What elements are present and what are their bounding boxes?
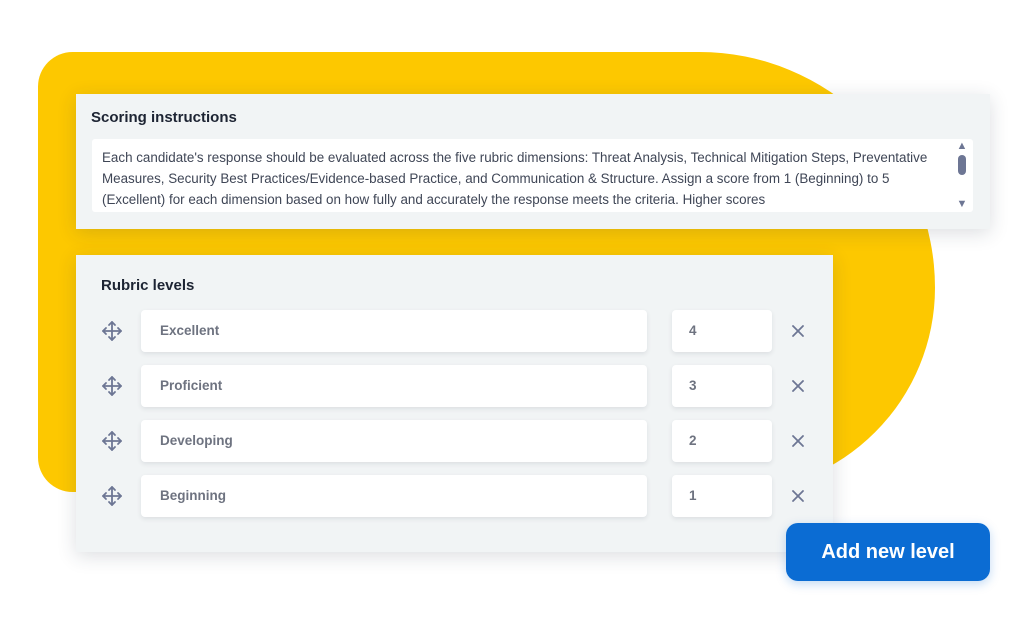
level-score-input[interactable]: 2 — [672, 420, 772, 462]
level-score-input[interactable]: 1 — [672, 475, 772, 517]
close-icon[interactable] — [790, 433, 806, 449]
rubric-levels-card — [76, 255, 833, 552]
rubric-level-row — [76, 475, 833, 517]
move-arrows-icon[interactable] — [101, 320, 123, 342]
scroll-down-icon[interactable]: ▼ — [956, 198, 968, 210]
move-arrows-icon[interactable] — [101, 430, 123, 452]
scrollbar-thumb[interactable] — [958, 155, 966, 175]
level-name-input[interactable]: Beginning — [141, 475, 647, 517]
close-icon[interactable] — [790, 378, 806, 394]
scoring-instructions-text: Each candidate's response should be evaluated across the five rubric dimensions: Threat Analysis, Technical Mitigation Steps, Preventative Measures, Security Best Practices/Evidence-based Practice, and Communication & Structure. Assign a score from 1 (Beginning) to 5 (Excellent) for each dimension based on how fully and accurately the response meets the criteria. Higher scores — [102, 150, 928, 207]
rubric-levels-title: Rubric levels — [101, 277, 195, 294]
scoring-instructions-title: Scoring instructions — [91, 109, 237, 126]
move-arrows-icon[interactable] — [101, 485, 123, 507]
scoring-instructions-textarea[interactable] — [92, 139, 973, 212]
level-name-input[interactable]: Proficient — [141, 365, 647, 407]
level-score-input[interactable]: 4 — [672, 310, 772, 352]
rubric-level-row — [76, 310, 833, 352]
move-arrows-icon[interactable] — [101, 375, 123, 397]
add-new-level-button[interactable]: Add new level — [786, 523, 990, 581]
scoring-instructions-card — [76, 94, 990, 229]
level-name-input[interactable]: Developing — [141, 420, 647, 462]
level-name-input[interactable]: Excellent — [141, 310, 647, 352]
rubric-level-row — [76, 420, 833, 462]
textarea-scrollbar[interactable] — [955, 141, 969, 209]
close-icon[interactable] — [790, 323, 806, 339]
close-icon[interactable] — [790, 488, 806, 504]
level-score-input[interactable]: 3 — [672, 365, 772, 407]
rubric-level-row — [76, 365, 833, 407]
scroll-up-icon[interactable]: ▲ — [956, 140, 968, 152]
